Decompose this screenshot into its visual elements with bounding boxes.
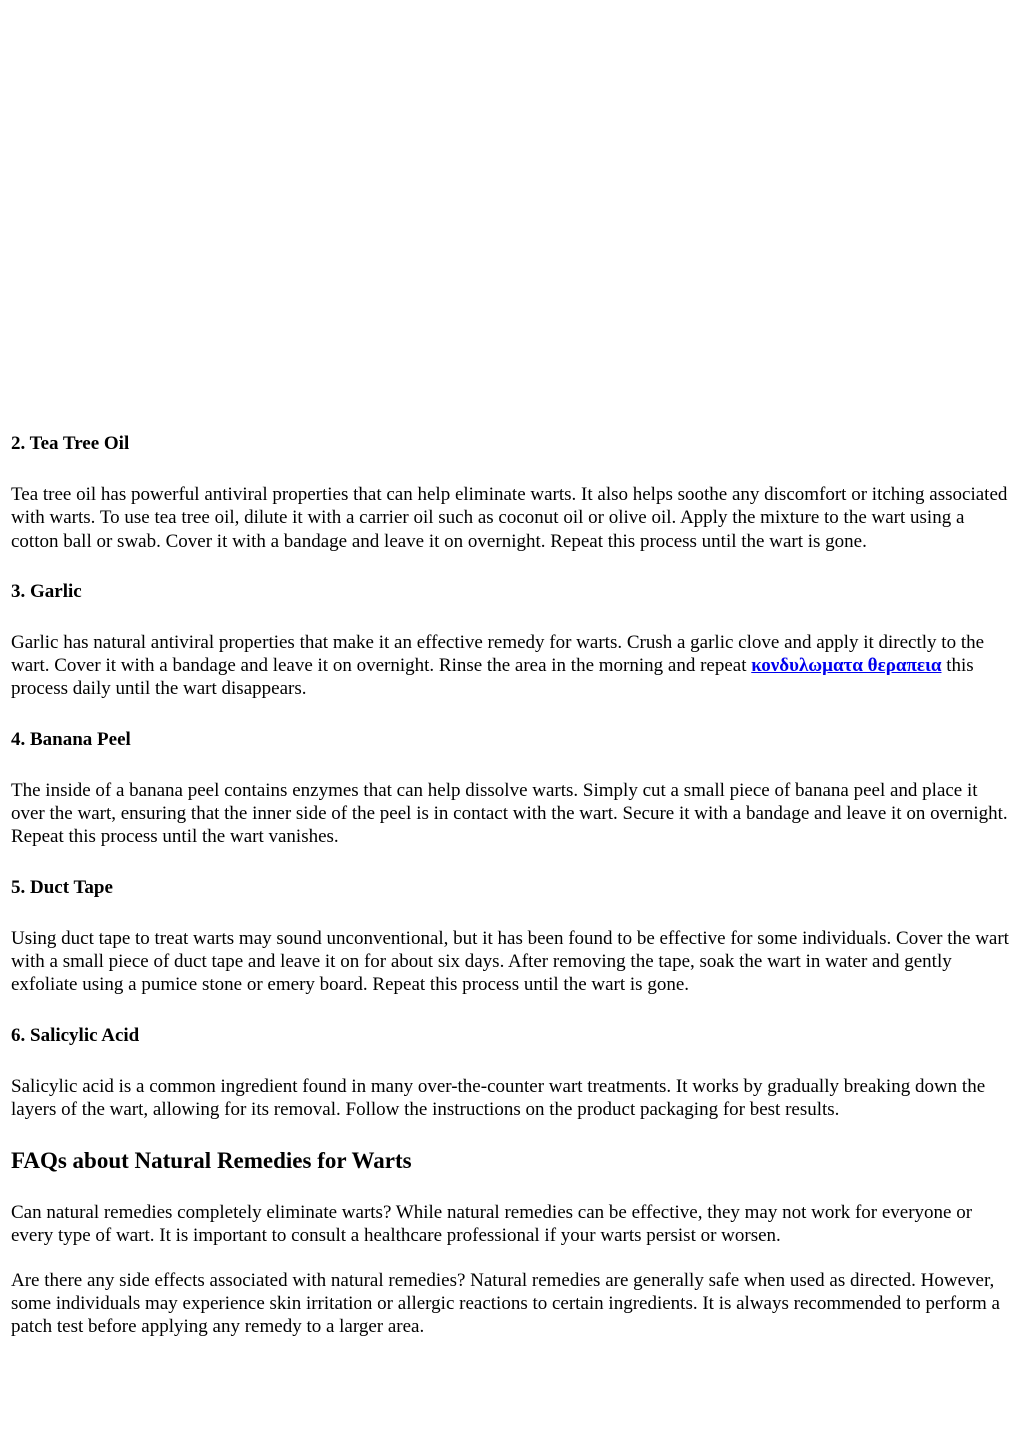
- faq-heading: FAQs about Natural Remedies for Warts: [11, 1148, 412, 1174]
- faq-item: Can natural remedies completely eliminate warts? While natural remedies can be effective, they may not work for everyone or every type of wart. It is important to consult a healthcare professional if your warts persist or worsen.: [11, 1202, 973, 1247]
- garlic-text-after-link: this process daily until the wart disappears.: [11, 655, 974, 700]
- section-heading-tea-tree-oil: 2. Tea Tree Oil: [11, 433, 130, 454]
- faq-item: Are there any side effects associated with natural remedies? Natural remedies are generally safe when used as directed. However, some individuals may experience skin irritation or allergic reactions to certain ingredients. It is always recommended to perform a patch test before applying any remedy to a larger area.: [11, 1269, 1000, 1338]
- section-heading-banana-peel: 4. Banana Peel: [11, 728, 131, 750]
- section-body-salicylic-acid: Salicylic acid is a common ingredient found in many over-the-counter wart treatments. It works by gradually breaking down the layers of the wart, allowing for its removal. Follow the instructions on the product packaging for best results.: [11, 1075, 986, 1120]
- section-heading-salicylic-acid: 6. Salicylic Acid: [11, 1024, 140, 1046]
- section-heading-garlic: 3. Garlic: [11, 580, 82, 602]
- garlic-text-before-link: Garlic has natural antiviral properties that make it an effective remedy for warts. Crush a garlic clove and apply it directly to the wart. Cover it with a bandage and leave it on overnight. Rinse the area in the morning and repeat: [11, 631, 985, 677]
- article-content: [11, 432, 1011, 1339]
- section-body-tea-tree-oil: Tea tree oil has powerful antiviral properties that can help eliminate warts. It also helps soothe any discomfort or itching associated with warts. To use tea tree oil, dilute it with a carrier oil such as coconut oil or olive oil. Apply the mixture to the wart using a cotton ball or swab. Cover it with a bandage and leave it on overnight. Repeat this process until the wart is gone.: [11, 484, 1008, 552]
- garlic-inline-link[interactable]: κονδυλωματα θεραπεια: [751, 655, 942, 677]
- section-body-duct-tape: Using duct tape to treat warts may sound unconventional, but it has been found to be effective for some individuals. Cover the wart with a small piece of duct tape and leave it on for about six days. After removing the tape, soak the wart in water and gently exfoliate using a pumice stone or emery board. Repeat this process until the wart is gone.: [11, 927, 1009, 996]
- section-body-banana-peel: The inside of a banana peel contains enzymes that can help dissolve warts. Simply cut a small piece of banana peel and place it over the wart, ensuring that the inner side of the peel is in contact with the wart. Secure it with a bandage and leave it on overnight. Repeat this process until the wart vanishes.: [11, 779, 1008, 848]
- section-heading-duct-tape: 5. Duct Tape: [11, 876, 113, 898]
- section-body-garlic: [11, 631, 1011, 701]
